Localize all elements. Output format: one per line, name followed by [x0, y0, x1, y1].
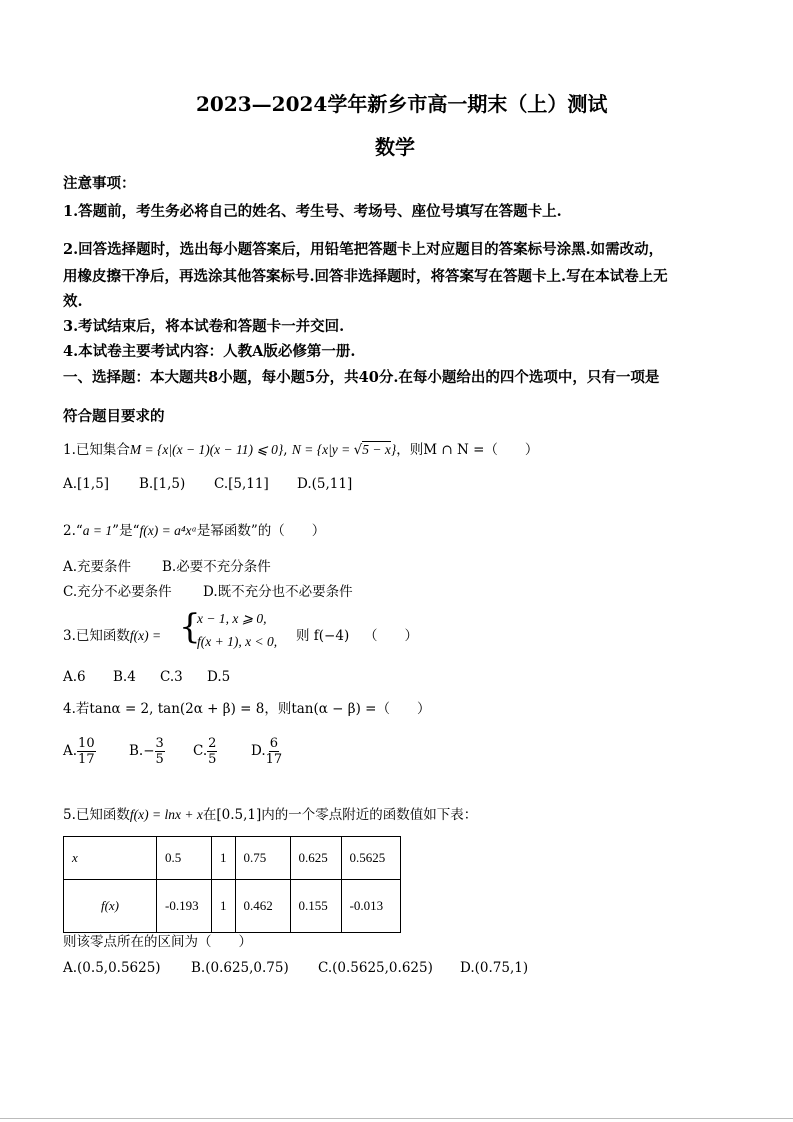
q3-ask: 则 f(−4): [296, 628, 350, 644]
q1-ask: ，则M ∩ N =（ ）: [396, 442, 539, 458]
q4-option-c: [193, 736, 217, 767]
q3-case-1: x − 1, x ⩾ 0,: [197, 611, 267, 626]
denominator: 5: [208, 752, 217, 767]
q4-option-b-sign: −: [143, 743, 155, 759]
q4-option-b-fraction: [155, 736, 165, 767]
question-5: [63, 803, 477, 823]
q5-suffix: 内的一个零点附近的函数值如下表：: [261, 807, 478, 823]
table-cell: 0.5625: [341, 837, 400, 880]
q4-option-c-label: C.: [193, 743, 208, 759]
table-cell: 0.625: [290, 837, 341, 880]
subject-title: 数学: [375, 135, 415, 159]
q4-option-d-label: D.: [251, 743, 266, 759]
q1-set-n-right: }: [390, 442, 397, 457]
notes-heading: 注意事项：: [63, 175, 136, 192]
q2-text-post: 是幂函数”的（ ）: [196, 523, 326, 539]
numerator: 6: [269, 736, 279, 751]
q2-function: f(x) = a⁴xᵃ: [139, 523, 197, 538]
question-4: 4.若tanα = 2, tan(2α + β) = 8，则tan(α − β) =（ ）: [63, 701, 431, 717]
q3-fx: f(x) =: [129, 628, 162, 643]
q5-option-d: D.(0.75,1): [460, 960, 529, 976]
table-row: [64, 880, 401, 933]
q5-option-b: B.(0.625,0.75): [191, 960, 289, 976]
q5-mid: 在: [202, 807, 217, 823]
values-table: [63, 836, 401, 933]
q3-paren: （ ）: [364, 628, 418, 644]
table-row: [64, 837, 401, 880]
q2-option-b: B.必要不充分条件: [162, 559, 271, 575]
q2-option-a: A.充要条件: [63, 559, 132, 575]
q3-option-c: C.3: [160, 669, 183, 685]
note-3: 3.考试结束后，将本试卷和答题卡一并交回.: [63, 318, 345, 335]
q3-prefix: [63, 624, 161, 644]
section-heading-line2: 符合题目要求的: [63, 408, 165, 425]
q3-option-d: D.5: [207, 669, 231, 685]
table-cell: 1: [212, 880, 236, 933]
table-cell: 0.155: [290, 880, 341, 933]
sqrt-icon: √: [353, 442, 363, 458]
q1-set-n-left: N = {x|y =: [291, 442, 354, 457]
q1-prefix: 1.已知集合: [63, 442, 130, 458]
q5-option-c: C.(0.5625,0.625): [318, 960, 433, 976]
denominator: 17: [78, 752, 95, 767]
q4-option-b-label: B.: [129, 743, 144, 759]
q1-option-a: A.[1,5]: [63, 476, 110, 492]
note-2-line3: 效.: [63, 293, 83, 310]
q4-option-a: [63, 736, 96, 767]
q5-function: f(x) = lnx + x: [129, 807, 203, 822]
numerator: 10: [78, 736, 95, 751]
question-1: [63, 438, 538, 458]
table-cell: 0.5: [157, 837, 212, 880]
q3-case-2: f(x + 1), x < 0,: [197, 634, 278, 649]
q1-set-m: M = {x|(x − 1)(x − 11) ⩽ 0}: [129, 442, 284, 457]
q5-ask: 则该零点所在的区间为（ ）: [63, 934, 252, 950]
section-heading-line1: 一、选择题：本大题共8小题，每小题5分，共40分.在每小题给出的四个选项中，只有一项是: [63, 369, 660, 386]
table-cell: 1: [212, 837, 236, 880]
note-2-line1: 2.回答选择题时，选出每小题答案后，用铅笔把答题卡上对应题目的答案标号涂黑.如需改动，: [63, 241, 664, 258]
q4-option-c-fraction: [207, 736, 217, 767]
denominator: 17: [265, 752, 283, 767]
q5-option-a: A.(0.5,0.5625): [63, 960, 161, 976]
numerator: 3: [155, 736, 164, 751]
table-header-cell: f(x): [64, 880, 157, 933]
q4-option-a-label: A.: [63, 743, 78, 759]
table-cell: 0.75: [235, 837, 290, 880]
table-cell: 0.462: [235, 880, 290, 933]
q5-interval: [0.5,1]: [216, 807, 262, 823]
denominator: 5: [155, 752, 164, 767]
q3-option-b: B.4: [113, 669, 136, 685]
q3-prefix-text: 3.已知函数: [63, 628, 130, 644]
q2-option-d: D.既不充分也不必要条件: [203, 584, 353, 600]
table-header-cell: x: [64, 837, 157, 880]
q4-option-d: [251, 736, 282, 767]
q4-option-a-fraction: [77, 736, 96, 767]
note-1: 1.答题前，考生务必将自己的姓名、考生号、考场号、座位号填写在答题卡上.: [63, 203, 562, 220]
q1-option-b: B.[1,5): [139, 476, 186, 492]
q5-prefix: 5.已知函数: [63, 807, 130, 823]
table-cell: -0.193: [157, 880, 212, 933]
note-4: 4.本试卷主要考试内容：人教A版必修第一册.: [63, 343, 356, 360]
left-brace-icon: {: [179, 607, 201, 647]
q1-radicand: 5 − x: [362, 442, 391, 457]
q3-option-a: A.6: [63, 669, 86, 685]
q2-text-mid: ”是“: [112, 523, 140, 539]
question-2: [63, 519, 325, 539]
page-bottom-divider: [0, 1118, 793, 1119]
q2-option-c: C.充分不必要条件: [63, 584, 172, 600]
q2-text-pre: 2.“: [63, 523, 83, 539]
exam-title: 2023—2024学年新乡市高一期末（上）测试: [196, 92, 608, 116]
table-cell: -0.013: [341, 880, 400, 933]
q4-option-d-fraction: [266, 736, 283, 767]
q1-sep: ,: [283, 442, 292, 458]
q2-condition: a = 1: [82, 523, 113, 538]
q4-option-b: [129, 736, 165, 767]
q1-option-c: C.[5,11]: [214, 476, 269, 492]
note-2-line2: 用橡皮擦干净后，再选涂其他答案标号.回答非选择题时，将答案写在答题卡上.写在本试卷上无: [63, 268, 668, 285]
q1-option-d: D.(5,11]: [297, 476, 353, 492]
numerator: 2: [208, 736, 217, 751]
